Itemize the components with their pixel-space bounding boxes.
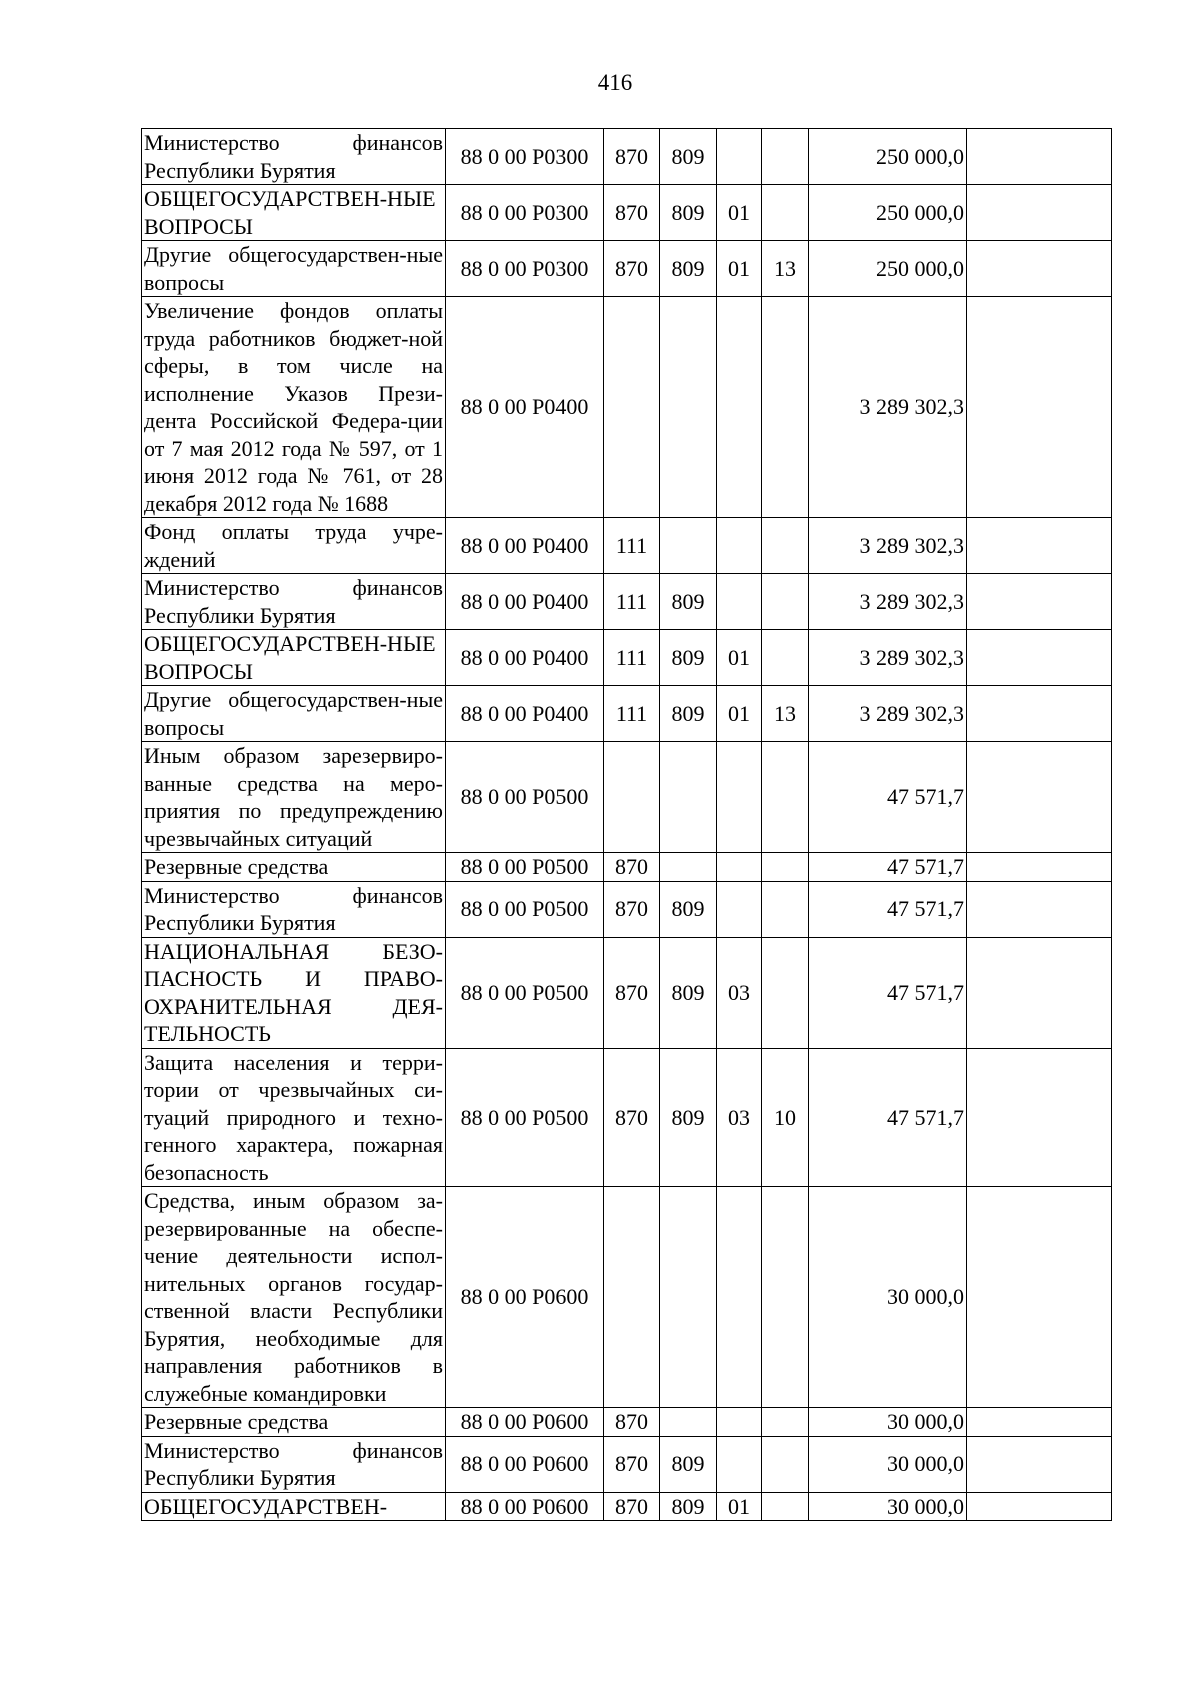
cell-ministry-code: 809 — [660, 129, 717, 185]
cell-name: Фонд оплаты труда учре-ждений — [142, 518, 446, 574]
cell-empty — [967, 241, 1112, 297]
cell-name: Резервные средства — [142, 853, 446, 882]
cell-target-article: 88 0 00 P0500 — [446, 853, 604, 882]
cell-amount: 30 000,0 — [809, 1436, 967, 1492]
cell-expense-type — [604, 1187, 660, 1408]
cell-subsection: 13 — [762, 686, 809, 742]
cell-section — [717, 881, 762, 937]
cell-name: Защита населения и терри-тории от чрезвычайных си-туаций природного и техно-генного характера, пожарная безопасность — [142, 1048, 446, 1187]
table-row — [142, 241, 1112, 297]
cell-ministry-code — [660, 1187, 717, 1408]
cell-amount: 250 000,0 — [809, 185, 967, 241]
cell-expense-type: 870 — [604, 1436, 660, 1492]
cell-name: Другие общегосударствен-ные вопросы — [142, 686, 446, 742]
cell-amount: 250 000,0 — [809, 129, 967, 185]
cell-subsection — [762, 1408, 809, 1437]
cell-subsection — [762, 1492, 809, 1521]
table-row — [142, 937, 1112, 1048]
cell-name: Министерство финансов Республики Бурятия — [142, 1436, 446, 1492]
cell-ministry-code: 809 — [660, 574, 717, 630]
cell-subsection — [762, 742, 809, 853]
cell-subsection — [762, 937, 809, 1048]
cell-ministry-code: 809 — [660, 686, 717, 742]
table-row — [142, 1187, 1112, 1408]
cell-expense-type: 870 — [604, 937, 660, 1048]
cell-target-article: 88 0 00 P0500 — [446, 1048, 604, 1187]
cell-name: ОБЩЕГОСУДАРСТВЕН- — [142, 1492, 446, 1521]
cell-empty — [967, 686, 1112, 742]
table-row — [142, 1408, 1112, 1437]
cell-target-article: 88 0 00 P0400 — [446, 574, 604, 630]
cell-subsection — [762, 297, 809, 518]
table-row — [142, 518, 1112, 574]
cell-section: 01 — [717, 1492, 762, 1521]
cell-target-article: 88 0 00 P0300 — [446, 129, 604, 185]
cell-ministry-code: 809 — [660, 1436, 717, 1492]
cell-name: НАЦИОНАЛЬНАЯ БЕЗО-ПАСНОСТЬ И ПРАВО-ОХРАНИТЕЛЬНАЯ ДЕЯ-ТЕЛЬНОСТЬ — [142, 937, 446, 1048]
cell-amount: 47 571,7 — [809, 937, 967, 1048]
cell-target-article: 88 0 00 P0500 — [446, 937, 604, 1048]
cell-ministry-code — [660, 853, 717, 882]
cell-target-article: 88 0 00 P0400 — [446, 297, 604, 518]
cell-subsection — [762, 129, 809, 185]
table-row — [142, 129, 1112, 185]
cell-target-article: 88 0 00 P0600 — [446, 1187, 604, 1408]
cell-amount: 30 000,0 — [809, 1187, 967, 1408]
cell-name: Министерство финансов Республики Бурятия — [142, 574, 446, 630]
cell-target-article: 88 0 00 P0600 — [446, 1492, 604, 1521]
table-row — [142, 297, 1112, 518]
cell-section — [717, 574, 762, 630]
cell-expense-type: 870 — [604, 1048, 660, 1187]
cell-amount: 3 289 302,3 — [809, 297, 967, 518]
cell-expense-type: 870 — [604, 129, 660, 185]
table-row — [142, 742, 1112, 853]
cell-target-article: 88 0 00 P0600 — [446, 1408, 604, 1437]
cell-section — [717, 518, 762, 574]
cell-target-article: 88 0 00 P0300 — [446, 241, 604, 297]
cell-name: Иным образом зарезервиро-ванные средства на меро-приятия по предупреждению чрезвычайных ситуаций — [142, 742, 446, 853]
cell-section: 03 — [717, 937, 762, 1048]
cell-expense-type: 870 — [604, 881, 660, 937]
cell-expense-type: 111 — [604, 518, 660, 574]
cell-name: Средства, иным образом за-резервированные на обеспе-чение деятельности испол-нительных органов государ-ственной власти Республики Бурятия, необходимые для направления работников в служебные командировки — [142, 1187, 446, 1408]
cell-empty — [967, 881, 1112, 937]
cell-empty — [967, 185, 1112, 241]
cell-expense-type: 870 — [604, 1492, 660, 1521]
cell-subsection: 10 — [762, 1048, 809, 1187]
cell-amount: 250 000,0 — [809, 241, 967, 297]
cell-subsection — [762, 1436, 809, 1492]
cell-empty — [967, 1492, 1112, 1521]
table-row — [142, 1492, 1112, 1521]
cell-target-article: 88 0 00 P0400 — [446, 630, 604, 686]
cell-ministry-code — [660, 1408, 717, 1437]
table-row — [142, 1048, 1112, 1187]
cell-empty — [967, 742, 1112, 853]
cell-section — [717, 742, 762, 853]
cell-section — [717, 1436, 762, 1492]
cell-ministry-code: 809 — [660, 881, 717, 937]
table-body — [142, 129, 1112, 1521]
cell-subsection — [762, 1187, 809, 1408]
cell-target-article: 88 0 00 P0500 — [446, 742, 604, 853]
cell-ministry-code: 809 — [660, 1492, 717, 1521]
cell-subsection — [762, 630, 809, 686]
cell-empty — [967, 1436, 1112, 1492]
cell-ministry-code: 809 — [660, 1048, 717, 1187]
cell-ministry-code: 809 — [660, 185, 717, 241]
cell-name: Резервные средства — [142, 1408, 446, 1437]
cell-name: Увеличение фондов оплаты труда работников бюджет-ной сферы, в том числе на исполнение Указов Прези-дента Российской Федера-ции от 7 мая 2012 года № 597, от 1 июня 2012 года № 761, от 28 декабря 2012 года № 1688 — [142, 297, 446, 518]
cell-subsection — [762, 574, 809, 630]
cell-expense-type: 870 — [604, 1408, 660, 1437]
cell-ministry-code: 809 — [660, 630, 717, 686]
cell-section — [717, 1408, 762, 1437]
cell-section: 01 — [717, 241, 762, 297]
cell-target-article: 88 0 00 P0300 — [446, 185, 604, 241]
cell-section — [717, 297, 762, 518]
table-row — [142, 1436, 1112, 1492]
cell-subsection — [762, 185, 809, 241]
cell-ministry-code — [660, 742, 717, 853]
cell-empty — [967, 1408, 1112, 1437]
cell-section: 01 — [717, 630, 762, 686]
table-row — [142, 630, 1112, 686]
cell-section: 03 — [717, 1048, 762, 1187]
cell-empty — [967, 129, 1112, 185]
page-number: 416 — [597, 70, 633, 95]
cell-expense-type — [604, 742, 660, 853]
table-row — [142, 686, 1112, 742]
cell-section — [717, 129, 762, 185]
cell-empty — [967, 574, 1112, 630]
cell-ministry-code — [660, 518, 717, 574]
cell-amount: 3 289 302,3 — [809, 686, 967, 742]
table-row — [142, 574, 1112, 630]
cell-section: 01 — [717, 185, 762, 241]
cell-section — [717, 1187, 762, 1408]
cell-subsection — [762, 518, 809, 574]
cell-empty — [967, 630, 1112, 686]
cell-amount: 47 571,7 — [809, 742, 967, 853]
cell-target-article: 88 0 00 P0500 — [446, 881, 604, 937]
cell-name: ОБЩЕГОСУДАРСТВЕН-НЫЕ ВОПРОСЫ — [142, 185, 446, 241]
cell-empty — [967, 297, 1112, 518]
cell-amount: 30 000,0 — [809, 1492, 967, 1521]
cell-amount: 3 289 302,3 — [809, 630, 967, 686]
cell-empty — [967, 1048, 1112, 1187]
cell-name: Министерство финансов Республики Бурятия — [142, 881, 446, 937]
cell-ministry-code: 809 — [660, 241, 717, 297]
cell-amount: 30 000,0 — [809, 1408, 967, 1437]
cell-expense-type: 111 — [604, 630, 660, 686]
cell-name: Другие общегосударствен-ные вопросы — [142, 241, 446, 297]
cell-name: ОБЩЕГОСУДАРСТВЕН-НЫЕ ВОПРОСЫ — [142, 630, 446, 686]
cell-name: Министерство финансов Республики Бурятия — [142, 129, 446, 185]
cell-amount: 47 571,7 — [809, 881, 967, 937]
table-row — [142, 185, 1112, 241]
cell-target-article: 88 0 00 P0400 — [446, 518, 604, 574]
cell-expense-type: 870 — [604, 853, 660, 882]
cell-ministry-code: 809 — [660, 937, 717, 1048]
cell-amount: 47 571,7 — [809, 853, 967, 882]
cell-ministry-code — [660, 297, 717, 518]
cell-amount: 3 289 302,3 — [809, 574, 967, 630]
cell-amount: 47 571,7 — [809, 1048, 967, 1187]
cell-empty — [967, 937, 1112, 1048]
cell-target-article: 88 0 00 P0400 — [446, 686, 604, 742]
cell-empty — [967, 853, 1112, 882]
cell-target-article: 88 0 00 P0600 — [446, 1436, 604, 1492]
cell-subsection — [762, 853, 809, 882]
cell-expense-type: 870 — [604, 185, 660, 241]
cell-expense-type: 870 — [604, 241, 660, 297]
cell-empty — [967, 1187, 1112, 1408]
table-row — [142, 853, 1112, 882]
cell-subsection — [762, 881, 809, 937]
table-row — [142, 881, 1112, 937]
cell-expense-type: 111 — [604, 686, 660, 742]
cell-expense-type: 111 — [604, 574, 660, 630]
cell-section — [717, 853, 762, 882]
cell-amount: 3 289 302,3 — [809, 518, 967, 574]
cell-subsection: 13 — [762, 241, 809, 297]
cell-expense-type — [604, 297, 660, 518]
cell-section: 01 — [717, 686, 762, 742]
cell-empty — [967, 518, 1112, 574]
budget-table — [141, 128, 1112, 1521]
